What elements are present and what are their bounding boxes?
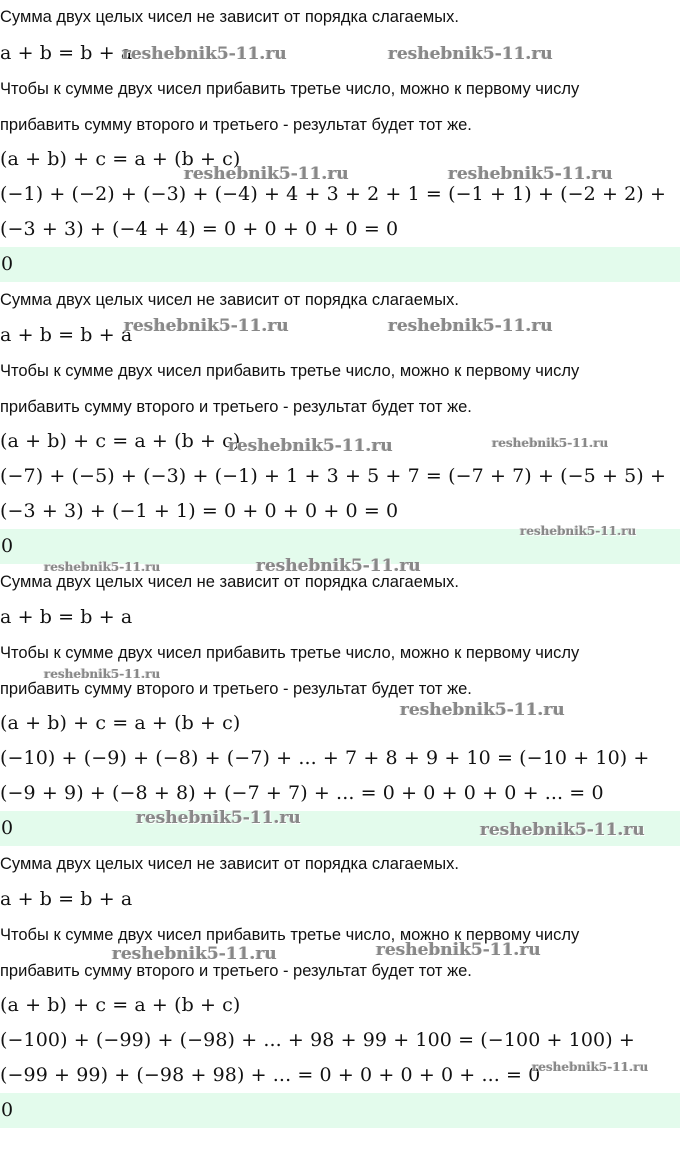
rule-commutative: Сумма двух целых чисел не зависит от порядка слагаемых. — [0, 8, 459, 26]
formula-associative: (a + b) + c = a + (b + c) — [0, 712, 241, 734]
calculation-line-2: (−3 + 3) + (−1 + 1) = 0 + 0 + 0 + 0 = 0 — [0, 500, 399, 522]
watermark: reshebnik5-11.ru — [388, 316, 553, 336]
answer-box — [0, 1093, 680, 1128]
watermark: reshebnik5-11.ru — [400, 700, 565, 720]
answer-value: 0 — [1, 535, 14, 557]
formula-commutative: a + b = b + a — [0, 606, 133, 628]
watermark: reshebnik5-11.ru — [480, 820, 645, 840]
rule-associative-line-2: прибавить сумму второго и третьего - результат будет тот же. — [0, 680, 472, 698]
rule-associative-line-2: прибавить сумму второго и третьего - результат будет тот же. — [0, 962, 472, 980]
answer-value: 0 — [1, 1099, 14, 1121]
calculation-line-2: (−9 + 9) + (−8 + 8) + (−7 + 7) + ... = 0 + 0 + 0 + 0 + ... = 0 — [0, 782, 604, 804]
formula-commutative: a + b = b + a — [0, 324, 133, 346]
formula-associative: (a + b) + c = a + (b + c) — [0, 148, 241, 170]
watermark: reshebnik5-11.ru — [448, 164, 613, 184]
watermark: reshebnik5-11.ru — [520, 524, 637, 538]
calculation-line-2: (−99 + 99) + (−98 + 98) + ... = 0 + 0 + 0 + 0 + ... = 0 — [0, 1064, 541, 1086]
watermark: reshebnik5-11.ru — [44, 560, 161, 574]
calculation-line-2: (−3 + 3) + (−4 + 4) = 0 + 0 + 0 + 0 = 0 — [0, 218, 399, 240]
watermark: reshebnik5-11.ru — [122, 44, 287, 64]
calculation-line-1: (−10) + (−9) + (−8) + (−7) + ... + 7 + 8 + 9 + 10 = (−10 + 10) + — [0, 747, 650, 769]
rule-commutative: Сумма двух целых чисел не зависит от порядка слагаемых. — [0, 291, 459, 309]
watermark: reshebnik5-11.ru — [184, 164, 349, 184]
calculation-line-1: (−100) + (−99) + (−98) + ... + 98 + 99 + 100 = (−100 + 100) + — [0, 1029, 635, 1051]
watermark: reshebnik5-11.ru — [492, 436, 609, 450]
rule-associative-line-1: Чтобы к сумме двух чисел прибавить третье число, можно к первому числу — [0, 926, 580, 944]
calculation-line-1: (−1) + (−2) + (−3) + (−4) + 4 + 3 + 2 + 1 = (−1 + 1) + (−2 + 2) + — [0, 183, 666, 205]
rule-associative-line-1: Чтобы к сумме двух чисел прибавить третье число, можно к первому числу — [0, 644, 580, 662]
watermark: reshebnik5-11.ru — [256, 556, 421, 576]
rule-associative-line-2: прибавить сумму второго и третьего - результат будет тот же. — [0, 398, 472, 416]
watermark: reshebnik5-11.ru — [228, 436, 393, 456]
watermark: reshebnik5-11.ru — [44, 667, 161, 681]
rule-associative-line-1: Чтобы к сумме двух чисел прибавить третье число, можно к первому числу — [0, 362, 580, 380]
formula-associative: (a + b) + c = a + (b + c) — [0, 994, 241, 1016]
rule-commutative: Сумма двух целых чисел не зависит от порядка слагаемых. — [0, 573, 459, 591]
calculation-line-1: (−7) + (−5) + (−3) + (−1) + 1 + 3 + 5 + 7 = (−7 + 7) + (−5 + 5) + — [0, 465, 666, 487]
watermark: reshebnik5-11.ru — [124, 316, 289, 336]
answer-box — [0, 247, 680, 282]
watermark: reshebnik5-11.ru — [136, 808, 301, 828]
answer-value: 0 — [1, 253, 14, 275]
answer-value: 0 — [1, 817, 14, 839]
formula-commutative: a + b = b + a — [0, 888, 133, 910]
formula-associative: (a + b) + c = a + (b + c) — [0, 430, 241, 452]
rule-commutative: Сумма двух целых чисел не зависит от порядка слагаемых. — [0, 855, 459, 873]
rule-associative-line-1: Чтобы к сумме двух чисел прибавить третье число, можно к первому числу — [0, 80, 580, 98]
rule-associative-line-2: прибавить сумму второго и третьего - результат будет тот же. — [0, 116, 472, 134]
watermark: reshebnik5-11.ru — [376, 940, 541, 960]
formula-commutative: a + b = b + a — [0, 42, 133, 64]
watermark: reshebnik5-11.ru — [388, 44, 553, 64]
watermark: reshebnik5-11.ru — [112, 944, 277, 964]
watermark: reshebnik5-11.ru — [532, 1060, 649, 1074]
